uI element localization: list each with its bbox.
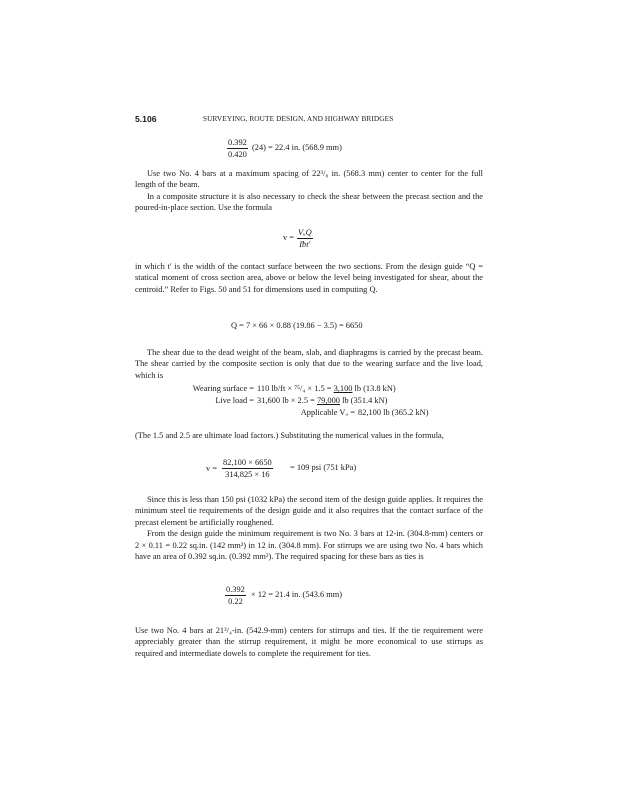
wearing-surface-value (257, 384, 396, 393)
paragraph-group-6 (135, 625, 483, 659)
paragraph-group-3 (135, 347, 483, 381)
eq2-numerator: VᵤQ (298, 228, 312, 237)
paragraph-group-5 (135, 494, 483, 562)
paragraph-group-1 (135, 168, 483, 214)
eq4-lhs: v = (206, 464, 218, 473)
wearing-surface-unit: lb (13.8 kN) (352, 384, 396, 393)
paragraph-group-4 (135, 430, 483, 441)
paragraph-8: Use two No. 4 bars at 21³/₄-in. (542.9-mm) centers for stirrups and ties. If the tie requirement were appreciably greater than the stirrup requirement, it might be more economical to use stirrups as required and intermediate dowels to complete the requirement for ties. (135, 626, 483, 658)
eq1-fraction (227, 137, 248, 160)
applicable-vu-label: Applicable Vᵤ = (300, 408, 355, 417)
paragraph-2: In a composite structure it is also necessary to check the shear between the precast section and the poured-in-place section. Use the formula (135, 191, 483, 213)
eq2-denominator: Iᵬt′ (299, 240, 311, 249)
eq4-fraction (222, 457, 273, 480)
live-load-label: Live load = (215, 396, 254, 405)
eq1-numerator: 0.392 (228, 138, 247, 147)
paragraph-1: Use two No. 4 bars at a maximum spacing of 22³/₈ in. (568.3 mm) center to center for the full length of the beam. (135, 169, 483, 190)
eq5-denominator: 0.22 (228, 597, 243, 606)
eq1-denominator: 0.420 (228, 150, 247, 159)
eq5-rest: × 12 = 21.4 in. (543.6 mm) (251, 590, 343, 599)
paragraph-group-2 (135, 261, 483, 295)
running-title: SURVEYING, ROUTE DESIGN, AND HIGHWAY BRIDGES (203, 114, 394, 123)
eq1-rest: (24) = 22.4 in. (568.9 mm) (252, 143, 342, 152)
page-number: 5.106 (135, 114, 157, 124)
eq4-numerator: 82,100 × 6650 (223, 458, 272, 467)
eq4-rest: = 109 psi (751 kPa) (290, 463, 357, 472)
paragraph-6: Since this is less than 150 psi (1032 kPa) the second item of the design guide applies. It requires the minimum steel tie requirements of the design guide and it also requires that the contact surface of the precast element be artificially roughened. (135, 495, 483, 527)
paragraph-7: From the design guide the minimum requirement is two No. 3 bars at 12-in. (304.8-mm) centers or 2 × 0.11 = 0.22 sq.in. (142 mm²) in 12 in. (304.8 mm). For stirrups we are using two No. 4 bars which have an area of 0.392 sq.in. (0.392 mm²). The required spacing for these bars as ties is (135, 529, 483, 562)
live-load-value (257, 396, 387, 405)
eq5-fraction (225, 584, 246, 607)
applicable-vu-value: 82,100 lb (365.2 kN) (358, 408, 429, 417)
wearing-surface-result: 3,100 (333, 384, 353, 393)
eq4-denominator: 314,825 × 16 (225, 470, 270, 479)
live-load-result: 79,000 (316, 396, 340, 405)
live-load-calc: 31,600 lb × 2.5 = (257, 396, 317, 405)
live-load-unit: lb (351.4 kN) (339, 396, 388, 405)
wearing-surface-label: Wearing surface = (192, 384, 254, 393)
paragraph-5: (The 1.5 and 2.5 are ultimate load factors.) Substituting the numerical values in the formula, (135, 431, 444, 440)
eq3: Q = 7 × 66 × 0.88 (19.86 − 3.5) = 6650 (231, 321, 363, 330)
eq2-lhs: v = (283, 233, 295, 242)
running-header (135, 114, 483, 126)
eq2-fraction (297, 227, 313, 250)
paragraph-3: in which t′ is the width of the contact surface between the two sections. From the design guide “Q = statical moment of cross section area, above or below the level being investigated for shear, about the centroid.” Refer to Figs. 50 and 51 for dimensions used in computing Q. (135, 262, 483, 294)
eq5-numerator: 0.392 (226, 585, 245, 594)
wearing-surface-calc: 110 lb/ft × ⁷⁵/₄ × 1.5 = (257, 384, 334, 393)
paragraph-4: The shear due to the dead weight of the beam, slab, and diaphragms is carried by the precast beam. The shear carried by the composite section is only that due to the wearing surface and the live load, which is (135, 348, 483, 380)
